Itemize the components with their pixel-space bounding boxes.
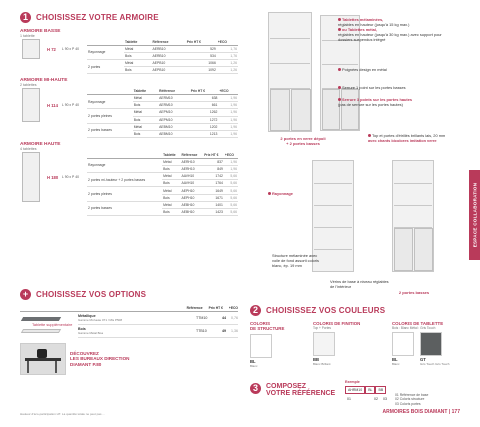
price-cell: 1401: [203, 201, 224, 208]
reference-cell: AEBH10: [180, 208, 203, 215]
reference-cell: AEPB10: [151, 59, 185, 66]
product-block: [20, 29, 238, 74]
material-cell: Bois: [124, 52, 152, 59]
page-footer: ARMOIRES BOIS DIAMANT | 177: [382, 409, 460, 415]
callout-title: Tablettes mélaminées,: [342, 17, 384, 22]
material-cell: Bois: [162, 165, 180, 172]
price-cell: 1764: [203, 180, 224, 187]
group-label: Rayonnage: [87, 158, 162, 172]
section-header-options: [20, 289, 238, 300]
price-cell: 661: [190, 102, 219, 109]
group-label: Rayonnage: [87, 45, 124, 59]
option-row: [78, 325, 238, 338]
group-label: 2 portes mi-hauteur + 2 portes basses: [87, 173, 162, 187]
eco-cell: 1,96: [218, 130, 238, 137]
swatch-row: [313, 330, 360, 366]
caption-verre: [258, 136, 348, 146]
color-group: [250, 321, 284, 368]
material-cell: Bois: [162, 208, 180, 215]
color-swatch[interactable]: [392, 332, 414, 356]
section-side-tab[interactable]: [469, 170, 480, 260]
callout-title2: ou Tablettes métal,: [342, 26, 377, 32]
product-body: [20, 152, 238, 216]
product-thumbnail: [20, 152, 44, 202]
eco-cell: 1,96: [218, 116, 238, 123]
product-title: ARMOIRE HAUTE: [20, 142, 61, 148]
swatch-code: BL: [250, 358, 256, 364]
caption-text: 2 portes basses: [398, 290, 430, 295]
material-cell: Métal: [124, 45, 152, 52]
product-title: ARMOIRE BASSE: [20, 29, 61, 34]
product-list: [20, 29, 238, 216]
eco-cell: 1,96: [218, 109, 238, 116]
bullet-icon: [338, 68, 341, 71]
header-reference: Référence: [186, 306, 203, 310]
callout-text: Structure mélaminée avec voile de fond assorti coloris blanc, ép. 19 mm: [272, 253, 319, 268]
product-body: [20, 39, 238, 74]
reference-cell: AERM10: [158, 102, 190, 109]
table-row: [87, 94, 238, 101]
material-cell: Métal: [162, 173, 180, 180]
armoire-portes-basses-figure: [392, 160, 434, 272]
example-reference-index: [345, 396, 389, 402]
group-label: 2 portes pleines: [87, 187, 162, 201]
ref-part-portes: BB: [375, 386, 386, 394]
option-desc: Gamme Mi-haute 071 / Mis P508: [78, 318, 123, 322]
section-number-badge: 1: [20, 12, 31, 23]
reference-cell: AEBM10: [158, 130, 190, 137]
column-header: Tablette: [162, 152, 180, 158]
price-cell: 849: [203, 165, 224, 172]
swatch-code: GT: [420, 357, 426, 363]
section-number-badge: 3: [250, 383, 261, 394]
legend-item: 03 Coloris portes: [395, 401, 421, 406]
reference-cell: AERH10: [180, 158, 203, 165]
callout-text: Poignées design en métal: [342, 67, 387, 72]
reference-example: [345, 380, 389, 402]
product-price-table: [87, 88, 238, 138]
table-row: [87, 45, 238, 52]
reference-cell: AERB10: [151, 52, 185, 59]
option-eco: 0,76: [231, 316, 238, 320]
swatch-code: BB: [313, 357, 320, 363]
header-price: Prix HT €: [208, 306, 223, 310]
shelf-metal-image: [21, 317, 61, 321]
product-height-code: H 72: [47, 47, 56, 52]
option-price: 44: [222, 316, 226, 320]
eco-cell: 1,96: [224, 158, 238, 165]
option-name-block: [78, 327, 196, 335]
table-row: [87, 123, 238, 130]
compose-section: [250, 383, 335, 398]
callout-serrure3: [338, 98, 448, 108]
reference-cell: AEPM10: [158, 116, 190, 123]
table-row: [87, 201, 238, 208]
footnote: Hauteur d'éco-participation HT. La quantité totale ne peut pas ...: [20, 412, 105, 416]
material-cell: Bois: [162, 194, 180, 201]
product-price-table: [87, 152, 238, 216]
callout-text2: avec chants bicolores imitation verre: [368, 137, 437, 143]
color-swatch[interactable]: [420, 332, 442, 356]
compose-line1: COMPOSEZ: [266, 383, 307, 390]
column-header: Prix HT €: [186, 39, 217, 45]
product-title: ARMOIRE MI-HAUTE: [20, 78, 68, 84]
eco-cell: 1,26: [217, 67, 238, 74]
eco-cell: 1,76: [217, 45, 238, 52]
column-header: +ECO: [217, 39, 238, 45]
swatch-code: BL: [392, 357, 398, 363]
swatch-name: Blanc: [250, 363, 258, 368]
price-cell: 1066: [186, 59, 217, 66]
group-label: 2 portes basses: [87, 123, 133, 137]
material-cell: Métal: [162, 158, 180, 165]
callout-text: Vérins de base à niveau réglables de l'intérieur: [330, 279, 389, 289]
callout-tablettes: [338, 18, 448, 42]
option-desc: Gamme Métal Boa: [78, 331, 104, 335]
ref-index-2: 02: [374, 397, 378, 401]
example-label: Exemple: [345, 380, 360, 384]
eco-cell: 1,96: [218, 123, 238, 130]
options-section: [20, 289, 238, 338]
material-cell: Métal: [133, 94, 158, 101]
price-cell: 529: [186, 45, 217, 52]
reference-cell: AEBH10: [180, 201, 203, 208]
price-cell: 1213: [190, 130, 219, 137]
header-eco: +ECO: [228, 306, 238, 310]
promo-line3: DIAMANT P.80: [70, 361, 102, 367]
option-ref: TTM10: [196, 316, 208, 320]
armoire-haute-figure: [268, 12, 312, 132]
callout-text: réglables en hauteur (jusqu'à 15 kg max.): [338, 21, 410, 27]
reference-cell: AAVH10: [180, 173, 203, 180]
product-dimensions: L 90 x P 40: [62, 103, 79, 108]
promo-line1: DÉCOUVREZ: [70, 350, 99, 356]
callout-text2: réglables en hauteur (jusqu'à 30 kg max.) avec support pour dossiers suspendus intégré: [338, 31, 442, 42]
product-subtitle: 1 tablette: [20, 34, 35, 38]
plus-icon: +: [20, 289, 31, 300]
column-header: +ECO: [218, 88, 238, 94]
ref-part-base: AHRM10: [345, 386, 365, 394]
legend-item: 01 Référence de base: [395, 393, 429, 397]
material-cell: Métal: [162, 201, 180, 208]
swatch-row: [392, 330, 449, 366]
material-cell: Métal: [133, 109, 158, 116]
promo-line2: LES BUREAUX DIRECTION: [70, 356, 130, 362]
ref-index-1: 01: [347, 397, 351, 401]
side-tab-label: ESPACE COLLABORATION: [472, 182, 477, 248]
reference-cell: AERM10: [158, 94, 190, 101]
material-cell: Bois: [133, 102, 158, 109]
column-header: Référence: [180, 152, 203, 158]
swatch-name: Blanc: [392, 362, 400, 367]
ref-part-structure: BL: [365, 386, 375, 394]
table-row: [87, 59, 238, 66]
column-header: Prix HT €: [203, 152, 224, 158]
eco-cell: 5,66: [224, 194, 238, 201]
eco-cell: 1,76: [217, 52, 238, 59]
material-cell: Bois: [162, 180, 180, 187]
material-cell: Métal: [133, 123, 158, 130]
color-group-sub: Bois : Blanc Métal : Gris Touch: [392, 326, 436, 331]
option-name: Métallique: [78, 314, 96, 318]
color-group-label: COLORIS DE TABLETTE: [392, 321, 444, 326]
reference-cell: AEPB10: [151, 67, 185, 74]
callout-text: Serrure 1 point sur les portes basses: [342, 85, 406, 90]
column-header: +ECO: [224, 152, 238, 158]
callout-rayonnage: [268, 192, 308, 197]
product-price-table: [87, 39, 238, 74]
compose-title: [266, 383, 335, 398]
eco-cell: 1,96: [224, 165, 238, 172]
option-price: 49: [222, 329, 226, 333]
option-label: Tablette supplémentaire: [32, 323, 73, 327]
bullet-icon: [268, 192, 271, 195]
color-swatch-item[interactable]: [313, 330, 335, 366]
product-dimensions: L 90 x P 40: [62, 47, 79, 51]
column-header: Tablette: [133, 88, 158, 94]
group-label: 2 portes pleines: [87, 109, 133, 123]
product-subtitle: 4 tablettes: [20, 147, 37, 152]
material-cell: Métal: [162, 187, 180, 194]
colors-section: [250, 305, 460, 368]
section-header-armoire: [20, 12, 238, 23]
option-eco: 1,36: [231, 329, 238, 333]
callout-text: (pas de serrure sur les portes hautes): [338, 101, 403, 107]
material-cell: Bois: [133, 116, 158, 123]
callout-structure: [272, 254, 322, 269]
left-column: [20, 12, 238, 220]
color-group: [313, 321, 360, 366]
product-height-code: H 180: [47, 175, 59, 181]
shelf-wood-image: [21, 329, 61, 333]
table-row: [87, 158, 238, 165]
group-label: 2 portes basses: [87, 201, 162, 215]
table-row: [87, 187, 238, 194]
callout-serrure1: [338, 86, 448, 91]
reference-cell: AERB10: [151, 45, 185, 52]
color-swatch[interactable]: [250, 334, 272, 358]
reference-cell: AEBM10: [158, 123, 190, 130]
option-images: [20, 312, 78, 338]
reference-cell: AEPM10: [158, 109, 190, 116]
product-height-code: H 114: [47, 103, 58, 109]
eco-cell: 1,96: [218, 94, 238, 101]
reference-legend: [395, 393, 428, 406]
eco-cell: 5,66: [224, 201, 238, 208]
section-title: CHOISISSEZ VOS OPTIONS: [36, 290, 147, 299]
color-swatch-item[interactable]: [250, 332, 272, 368]
price-cell: 1202: [190, 123, 219, 130]
section-header-colors: [250, 305, 460, 316]
material-cell: Bois: [133, 130, 158, 137]
color-group: [392, 321, 449, 366]
product-thumbnail: [20, 88, 44, 122]
bullet-icon: [338, 86, 341, 89]
eco-cell: 5,66: [224, 208, 238, 215]
color-swatch-item[interactable]: [392, 330, 414, 366]
promo-block[interactable]: [20, 340, 130, 378]
eco-cell: 5,66: [224, 173, 238, 180]
legend-item: 02 Coloris structure: [395, 397, 425, 402]
material-cell: Bois: [124, 67, 152, 74]
column-header: Référence: [158, 88, 190, 94]
product-block: [20, 142, 238, 216]
product-block: [20, 78, 238, 138]
compose-line2: VOTRE RÉFÉRENCE: [266, 390, 336, 398]
options-body: [20, 312, 238, 338]
callout-text: Rayonnage: [272, 191, 293, 196]
promo-image: [20, 343, 66, 375]
option-name: Bois: [78, 327, 86, 331]
callout-verins: [330, 280, 390, 290]
reference-cell: AERH10: [180, 165, 203, 172]
callout-top: [368, 134, 454, 144]
column-header: Tablette: [124, 39, 152, 45]
swatch-name: Gris Touch Gris Touch: [420, 362, 450, 367]
eco-cell: 5,66: [224, 180, 238, 187]
price-cell: 1262: [190, 109, 219, 116]
swatch-row: [250, 332, 284, 368]
color-group-sub: Top + Portes: [313, 326, 331, 331]
price-cell: 534: [186, 52, 217, 59]
eco-cell: 1,96: [218, 102, 238, 109]
example-reference-parts: [345, 386, 389, 394]
column-header: Prix HT €: [190, 88, 219, 94]
eco-cell: 1,26: [217, 59, 238, 66]
color-group-label2: DE STRUCTURE: [250, 326, 285, 332]
price-cell: 1092: [186, 67, 217, 74]
price-cell: 1671: [203, 194, 224, 201]
section-title: CHOISISSEZ VOS COULEURS: [266, 306, 386, 315]
option-ref: TTB10: [196, 329, 207, 333]
color-swatch[interactable]: [313, 332, 335, 356]
price-cell: 837: [203, 158, 224, 165]
price-cell: 1423: [203, 208, 224, 215]
product-subtitle: 2 tablettes: [20, 83, 37, 88]
table-row: [87, 173, 238, 180]
color-group-label: COLORIS DE FINITION: [313, 321, 361, 326]
group-label: Rayonnage: [87, 94, 133, 108]
section-number-badge: 2: [250, 305, 261, 316]
product-body: [20, 88, 238, 138]
promo-text: [70, 351, 129, 368]
option-name-block: [78, 314, 196, 322]
color-group-label: COLORIS: [250, 321, 271, 326]
caption-portes-basses: [386, 290, 442, 295]
material-cell: Métal: [124, 59, 152, 66]
product-thumbnail: [20, 39, 44, 59]
reference-cell: AEPH10: [180, 194, 203, 201]
option-rows: [78, 312, 238, 338]
price-cell: 1272: [190, 116, 219, 123]
price-cell: 638: [190, 94, 219, 101]
caption-line2: + 2 portes basses: [286, 141, 320, 146]
callout-title: Serrure 3 points sur les portes hautes: [342, 97, 413, 102]
callout-poignees: [338, 68, 448, 73]
group-label: 2 portes: [87, 59, 124, 73]
caption-line1: 2 portes en verre dépoli: [280, 136, 326, 141]
reference-cell: AAVH10: [180, 180, 203, 187]
reference-cell: AEPH10: [180, 187, 203, 194]
color-swatch-item[interactable]: [420, 330, 449, 366]
price-cell: 1649: [203, 187, 224, 194]
eco-cell: 5,66: [224, 187, 238, 194]
callout-text: Top et portes d'étrillés brillants lais, 20 mm: [372, 133, 446, 138]
product-dimensions: L 90 x P 40: [62, 175, 79, 180]
swatch-name: Blanc Brillant: [313, 362, 331, 367]
section-title: CHOISISSEZ VOTRE ARMOIRE: [36, 13, 159, 22]
ref-index-3: 03: [383, 397, 387, 401]
price-cell: 1742: [203, 173, 224, 180]
option-row: [78, 312, 238, 325]
table-row: [87, 109, 238, 116]
column-header: Référence: [151, 39, 185, 45]
